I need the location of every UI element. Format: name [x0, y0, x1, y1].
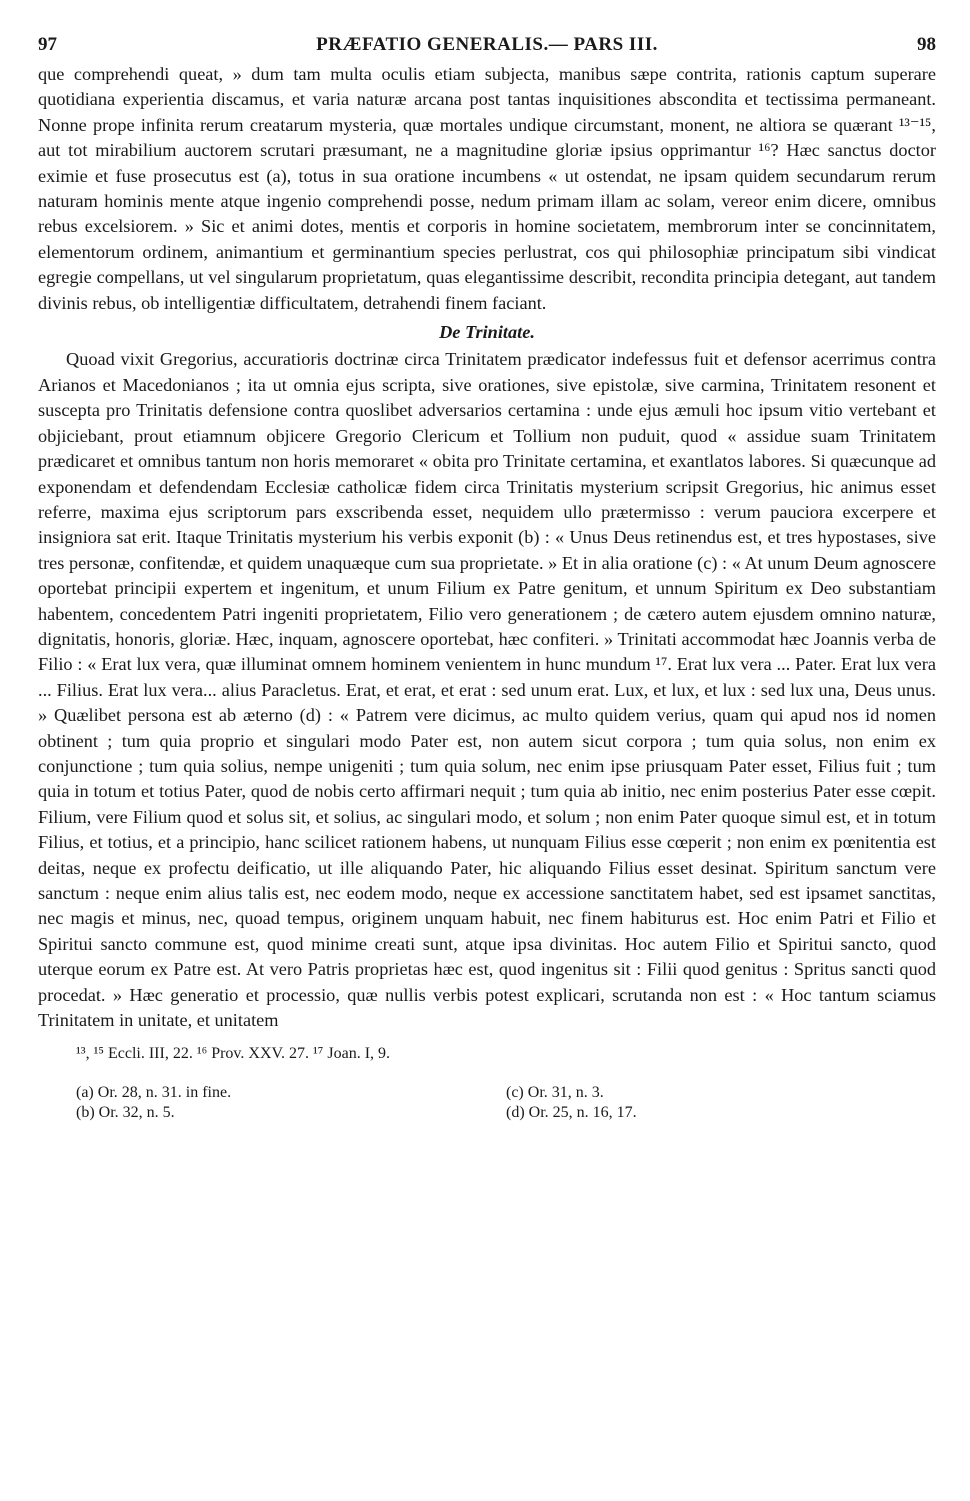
footnote-a: (a) Or. 28, n. 31. in fine. [76, 1084, 232, 1102]
footnotes-right-column [506, 1083, 936, 1123]
footnote-references: ¹³, ¹⁵ Eccli. III, 22. ¹⁶ Prov. XXV. 27. ¹⁷ Joan. I, 9. [76, 1045, 391, 1063]
paragraph-1: que comprehendi queat, » dum tam multa oculis etiam subjecta, manibus sæpe contrita, rationis captum superare quotidiana experientia discamus, et varia naturæ arcana post tantas inquisitiones abscondita et tectissima permaneant. Nonne prope infinita rerum creatarum mysteria, quæ mortales undique circumstant, monent, ne altiora se quærant ¹³⁻¹⁵, aut tot mirabilium auctorem scrutari præsumant, ne a magnitudine gloriæ ipsius opprimantur ¹⁶? Hæc sanctus doctor eximie et fuse prosecutus est (a), totus in sua oratione incumbens « ut ostendat, ne ipsam quidem secundarum rerum naturam hominis mente atque ingenio comprehendi posse, nedum primam illam ac solam, vereor enim dicere, omnibus rebus excelsiorem. » Sic et animi dotes, mentis et corporis in homine societatem, membrorum inter se concinnitatem, elementorum ordinem, animantium et germinantium species perlustrat, cos qui philosophiæ principatum sibi vindicat egregie compellans, ut vel singularum proprietatum, quas elegantissime describit, recondita principia detegant, aut tandem divinis rebus, ob intelligentiæ difficultatem, detrahendi finem faciant. [38, 64, 936, 313]
section-title: De Trinitate. [439, 322, 535, 343]
footnotes-left-column [76, 1083, 506, 1123]
right-page-number: 98 [917, 34, 936, 55]
paragraph-2: Quoad vixit Gregorius, accuratioris doctrinæ circa Trinitatem prædicator indefessus fuit et defensor acerrimus contra Arianos et Macedonianos ; ita ut omnia ejus scripta, sive orationes, sive epistolæ, sive carmina, Trinitatem resonent et suscepta pro Trinitatis defensione contra quoslibet adversarios certamina : unde ejus æmuli hoc ipsum vitio vertebant et objiciebant, prout etiamnum objicere Gregorio Clericum et Tollium non puduit, quod « assidue suam Trinitatem prædicaret et omnibus tantum non horis memoraret « obita pro Trinitate certamina, et exantlatos labores. Si quæcunque ad exponendam et defendendam Ecclesiæ catholicæ fidem circa Trinitatis mysterium scripsit Gregorius, hic animus esset referre, maxima ejus scriptorum pars exscribenda esset, nequidem ullo prætermisso : verum pauciora excerpere et insigniora sat erit. Itaque Trinitatis mysterium his verbis exponit (b) : « Unus Deus retinendus est, et tres hypostases, sive tres personæ, confitendæ, et quidem unaquæque cum sua proprietate. » Et in alia oratione (c) : « At unum Deum agnoscere oportebat principii expertem et ingenitum, et unum Filium ex Patre genitum, et unnum Spiritum ex Deo substantiam habentem, concedentem Patri ingeniti proprietatem, Filio vero generationem ; de cætero autem ejusdem omnino naturæ, dignitatis, honoris, gloriæ. Hæc, inquam, agnoscere oportebat, hæc confiteri. » Trinitati accommodat hæc Joannis verba de Filio : « Erat lux vera, quæ illuminat omnem hominem venientem in hunc mundum ¹⁷. Erat lux vera ... Pater. Erat lux vera ... Filius. Erat lux vera... alius Paracletus. Erat, et erat, et erat : sed unum erat. Lux, et lux, et lux : sed lux una, Deus unus. » Quælibet persona est ab æterno (d) : « Patrem vere dicimus, ac multo quidem verius, quam qui apud nos id nomen obtinent ; tum quia proprio et singulari modo Pater est, non autem sicut corpora ; tum quia solus, non enim ex conjunctione ; tum quia solius, nempe unigeniti ; tum quia solum, nec enim ipse priusquam Pater esset, Filius fuit ; tum quia in totum et totius Pater, quod de nobis certo affirmari nequit ; tum quia ab initio, nec enim posterius Pater esse cœpit. Filium, vere Filium quod et solus sit, et solius, ac singulari modo, et solum ; non enim Pater quoque simul est, et in totum Filius, et totius, et a principio, hanc scilicet rationem habens, ut nunquam Filius esse cœperit ; non enim ex pœnitentia est deitas, neque ex profectu deificatio, ut ille aliquando Pater, hic aliquando Filius esset desinat. Spiritum sanctum vere sanctum : neque enim alius talis est, nec eodem modo, neque ex accessione sanctitatem habet, sed est ipsamet sanctitas, nec magis et minus, nec, quoad tempus, originem unquam habuit, nec finem habiturus est. Hoc enim Patri et Filio et Spiritui sancto commune est, quod minime creati sunt, atque ipsa divinitas. Hoc autem Filio et Spiritui sancto, quod uterque eorum ex Patre est. At vero Patris proprietas hæc est, quod ingenitus sit : Filii quod genitus : Spritus sancti quod procedat. » Hæc generatio et processio, quæ nullis verbis potest explicari, scrutanda non est : « Hoc tantum sciamus Trinitatem in unitate, et unitatem [38, 349, 936, 1031]
footnote-b: (b) Or. 32, n. 5. [76, 1104, 175, 1122]
running-head [38, 34, 936, 56]
footnote-c: (c) Or. 31, n. 3. [506, 1084, 604, 1102]
running-title: PRÆFATIO GENERALIS.— PARS III. [316, 34, 658, 55]
footnotes [38, 1083, 936, 1123]
left-page-number: 97 [38, 34, 57, 55]
body-text [38, 62, 936, 1033]
footnote-d: (d) Or. 25, n. 16, 17. [506, 1104, 637, 1122]
